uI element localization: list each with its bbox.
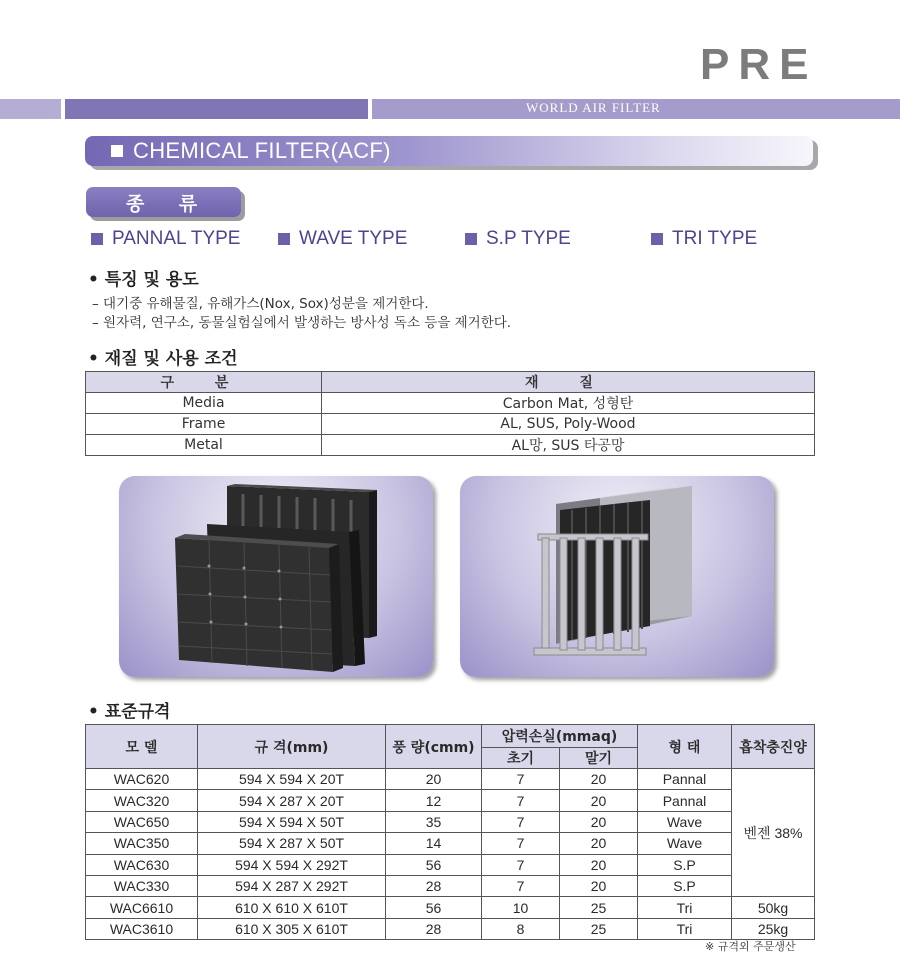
type-item-sp xyxy=(465,228,571,250)
type-label: WAVE TYPE xyxy=(299,228,408,249)
table-cell: WAC330 xyxy=(86,875,198,896)
table-cell: 56 xyxy=(386,897,482,918)
materials-heading: • 재질 및 사용 조건 xyxy=(88,349,238,369)
table-row xyxy=(86,833,815,854)
header-band-text: WORLD AIR FILTER xyxy=(526,100,661,115)
column-header: 초기 xyxy=(482,748,560,769)
table-cell: 610 X 610 X 610T xyxy=(198,897,386,918)
table-cell: 7 xyxy=(482,875,560,896)
column-header: 압력손실(mmaq) xyxy=(482,725,638,748)
square-bullet-icon xyxy=(278,233,290,245)
features-heading: • 특징 및 용도 xyxy=(88,270,199,290)
table-cell: 7 xyxy=(482,769,560,790)
table-cell: 14 xyxy=(386,833,482,854)
table-row xyxy=(86,393,815,414)
section-title: CHEMICAL FILTER(ACF) xyxy=(133,138,391,163)
table-row xyxy=(86,811,815,832)
table-cell: Media xyxy=(86,393,322,414)
table-cell: WAC6610 xyxy=(86,897,198,918)
type-label: S.P TYPE xyxy=(486,228,571,249)
table-cell: 20 xyxy=(386,769,482,790)
column-header: 형 태 xyxy=(638,725,732,769)
brand-logo: PRE xyxy=(700,40,818,89)
table-cell: 594 X 287 X 292T xyxy=(198,875,386,896)
column-header: 모 델 xyxy=(86,725,198,769)
square-bullet-icon xyxy=(111,145,123,157)
table-cell: WAC320 xyxy=(86,790,198,811)
header-band-middle xyxy=(65,99,368,119)
table-cell: WAC3610 xyxy=(86,918,198,939)
table-cell: 25 xyxy=(560,897,638,918)
table-cell: Carbon Mat, 성형탄 xyxy=(322,393,815,414)
table-cell: Pannal xyxy=(638,790,732,811)
table-row xyxy=(86,918,815,939)
materials-table xyxy=(85,371,815,456)
type-label: TRI TYPE xyxy=(672,228,758,249)
table-header-row xyxy=(86,725,815,748)
table-cell: 610 X 305 X 610T xyxy=(198,918,386,939)
table-cell: Tri xyxy=(638,897,732,918)
column-header: 풍 량(cmm) xyxy=(386,725,482,769)
table-cell: AL망, SUS 타공망 xyxy=(322,435,815,456)
table-cell: 20 xyxy=(560,833,638,854)
table-cell: WAC620 xyxy=(86,769,198,790)
table-cell: 35 xyxy=(386,811,482,832)
table-cell: 7 xyxy=(482,854,560,875)
column-header: 규 격(mm) xyxy=(198,725,386,769)
sp-filter-illustration xyxy=(460,476,774,677)
table-cell: 28 xyxy=(386,918,482,939)
feature-line: – 대기중 유해물질, 유해가스(Nox, Sox)성분을 제거한다. xyxy=(92,296,429,312)
column-header: 흡착충진양 xyxy=(732,725,815,769)
table-cell: 594 X 287 X 50T xyxy=(198,833,386,854)
table-cell: 20 xyxy=(560,790,638,811)
table-row xyxy=(86,414,815,435)
square-bullet-icon xyxy=(465,233,477,245)
table-cell: 50kg xyxy=(732,897,815,918)
feature-line: – 원자력, 연구소, 동물실험실에서 발생하는 방사성 독소 등을 제거한다. xyxy=(92,315,512,331)
table-cell: 12 xyxy=(386,790,482,811)
table-cell: 25 xyxy=(560,918,638,939)
table-cell: 594 X 594 X 50T xyxy=(198,811,386,832)
table-cell: 594 X 594 X 20T xyxy=(198,769,386,790)
table-row xyxy=(86,790,815,811)
table-cell: 20 xyxy=(560,854,638,875)
table-cell: Wave xyxy=(638,833,732,854)
type-item-wave xyxy=(278,228,407,250)
table-cell: 56 xyxy=(386,854,482,875)
kind-label: 종 류 xyxy=(86,187,241,217)
type-label: PANNAL TYPE xyxy=(112,228,241,249)
table-cell: Metal xyxy=(86,435,322,456)
type-item-tri xyxy=(651,228,757,250)
table-cell: WAC350 xyxy=(86,833,198,854)
table-cell: Wave xyxy=(638,811,732,832)
panel-filter-illustration xyxy=(119,476,433,677)
square-bullet-icon xyxy=(91,233,103,245)
table-cell: 10 xyxy=(482,897,560,918)
table-cell: Frame xyxy=(86,414,322,435)
header-band-left xyxy=(0,99,61,119)
table-cell: Tri xyxy=(638,918,732,939)
table-cell: 20 xyxy=(560,875,638,896)
table-row xyxy=(86,435,815,456)
panel-filter-photo xyxy=(119,476,433,677)
type-item-pannal xyxy=(91,228,240,250)
table-cell: 8 xyxy=(482,918,560,939)
sp-filter-photo xyxy=(460,476,774,677)
table-header-row xyxy=(86,372,815,393)
table-row xyxy=(86,875,815,896)
table-cell: 25kg xyxy=(732,918,815,939)
square-bullet-icon xyxy=(651,233,663,245)
spec-heading: • 표준규격 xyxy=(88,702,171,722)
table-cell: 20 xyxy=(560,811,638,832)
table-row xyxy=(86,897,815,918)
section-title-bar xyxy=(85,136,813,166)
table-cell: 7 xyxy=(482,833,560,854)
custom-order-note: ※ 규격외 주문생산 xyxy=(705,940,796,953)
table-cell: Pannal xyxy=(638,769,732,790)
table-cell: 28 xyxy=(386,875,482,896)
table-cell-merged: 벤젠 38% xyxy=(732,769,815,897)
column-header: 말기 xyxy=(560,748,638,769)
table-cell: AL, SUS, Poly-Wood xyxy=(322,414,815,435)
table-cell: 20 xyxy=(560,769,638,790)
column-header: 구 분 xyxy=(86,372,322,393)
column-header: 재 질 xyxy=(322,372,815,393)
table-cell: 7 xyxy=(482,790,560,811)
table-cell: WAC650 xyxy=(86,811,198,832)
table-cell: S.P xyxy=(638,854,732,875)
table-cell: S.P xyxy=(638,875,732,896)
table-cell: 7 xyxy=(482,811,560,832)
table-row xyxy=(86,769,815,790)
table-cell: WAC630 xyxy=(86,854,198,875)
spec-table xyxy=(85,724,815,940)
table-row xyxy=(86,854,815,875)
table-cell: 594 X 594 X 292T xyxy=(198,854,386,875)
table-cell: 594 X 287 X 20T xyxy=(198,790,386,811)
